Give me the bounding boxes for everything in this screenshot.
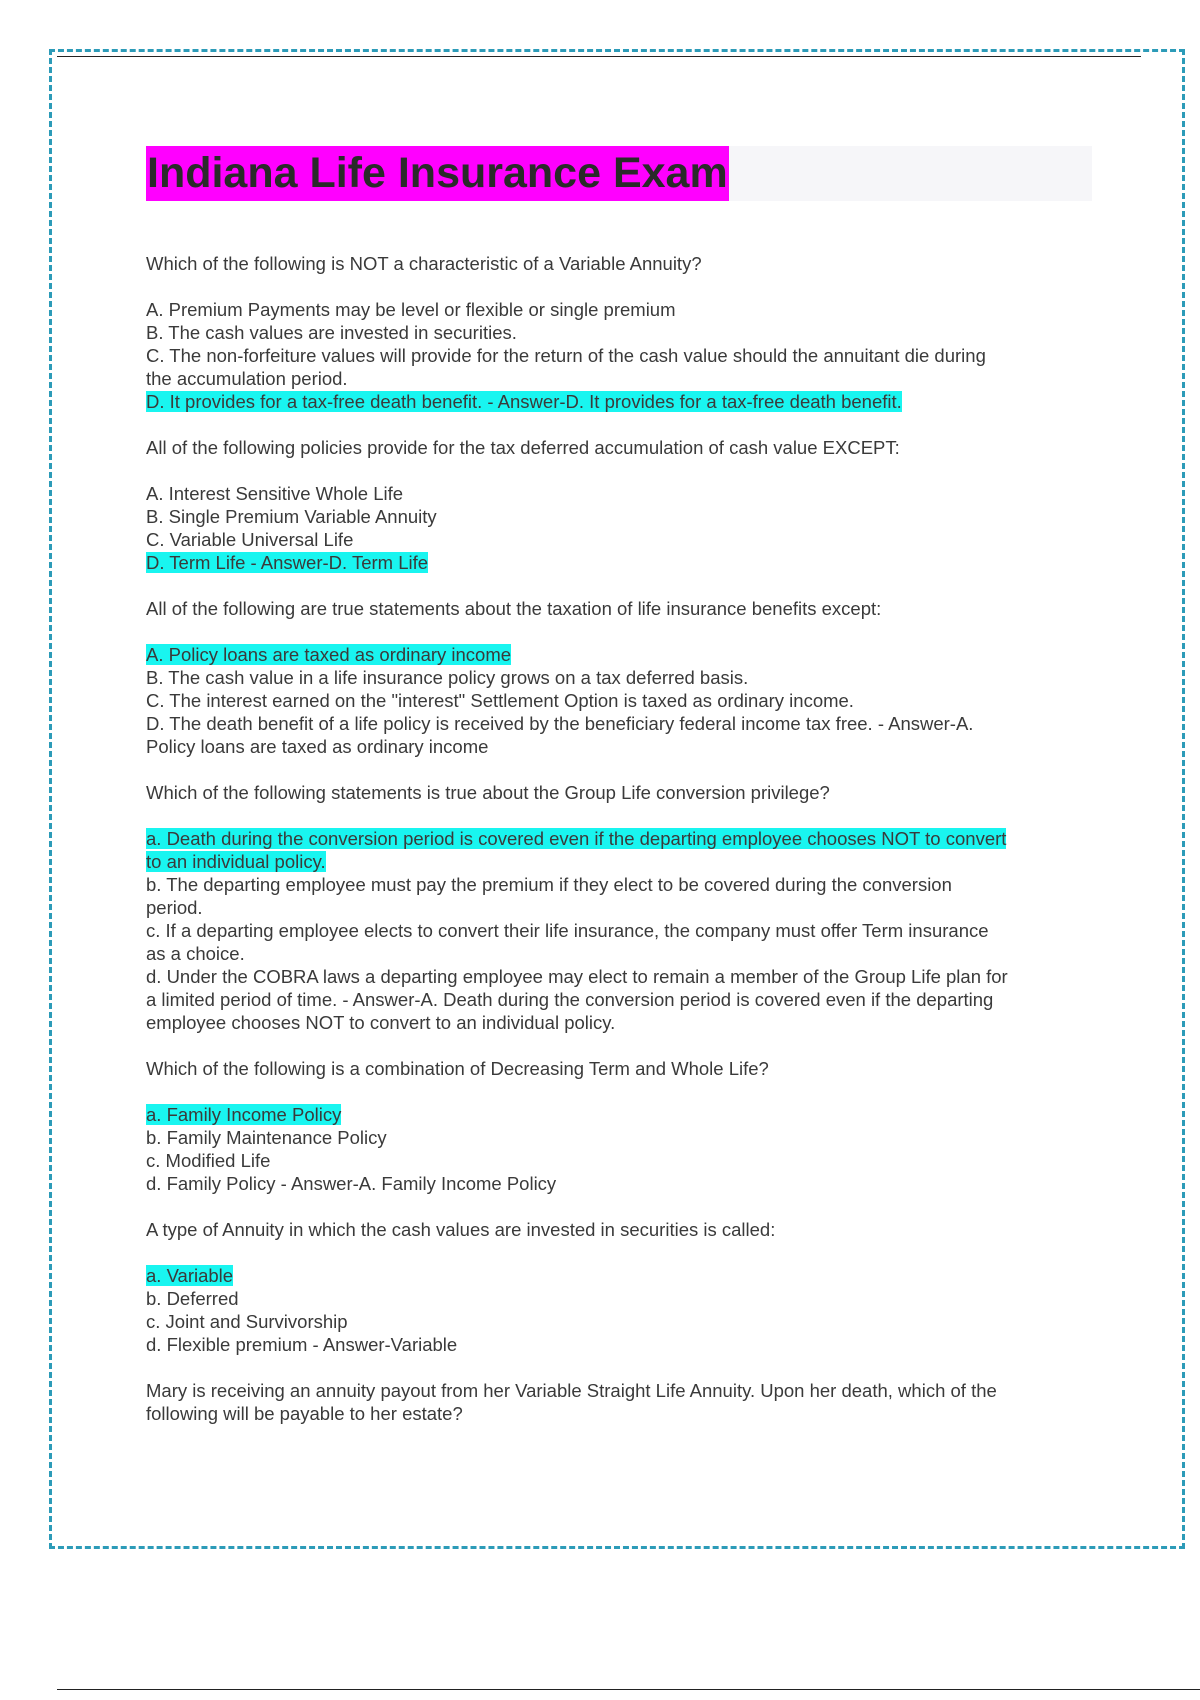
option-text: c. Joint and Survivorship <box>146 1311 348 1332</box>
question-4: Which of the following statements is true about the Group Life conversion privilege? <box>146 782 830 803</box>
option-text: d. Family Policy - Answer-A. Family Income Policy <box>146 1173 557 1194</box>
option-text: B. The cash values are invested in securities. <box>146 322 517 343</box>
question-6-options <box>146 1264 1092 1356</box>
highlighted-answer: A. Policy loans are taxed as ordinary income <box>146 644 512 665</box>
option-text: period. <box>146 897 203 918</box>
document-title: Indiana Life Insurance Exam <box>146 146 729 201</box>
highlighted-answer: a. Death during the conversion period is covered even if the departing employee chooses NOT to convert <box>146 828 1007 849</box>
option-text: d. Flexible premium - Answer-Variable <box>146 1334 458 1355</box>
option-text: C. The non-forfeiture values will provide for the return of the cash value should the annuitant die during <box>146 345 986 366</box>
option-text: a limited period of time. - Answer-A. Death during the conversion period is covered even if the departing <box>146 989 994 1010</box>
option-text: d. Under the COBRA laws a departing employee may elect to remain a member of the Group Life plan for <box>146 966 1008 987</box>
highlighted-answer: D. Term Life - Answer-D. Term Life <box>146 552 429 573</box>
option-text: B. The cash value in a life insurance policy grows on a tax deferred basis. <box>146 667 749 688</box>
option-text: C. The interest earned on the "interest" Settlement Option is taxed as ordinary income. <box>146 690 854 711</box>
document-body <box>146 252 1092 1448</box>
option-text: b. Deferred <box>146 1288 239 1309</box>
option-text: B. Single Premium Variable Annuity <box>146 506 437 527</box>
option-text: employee chooses NOT to convert to an individual policy. <box>146 1012 616 1033</box>
question-5-options <box>146 1103 1092 1195</box>
question-6: A type of Annuity in which the cash values are invested in securities is called: <box>146 1219 776 1240</box>
option-text: A. Premium Payments may be level or flexible or single premium <box>146 299 676 320</box>
question-1-options <box>146 298 1092 413</box>
question-text: Mary is receiving an annuity payout from her Variable Straight Life Annuity. Upon her death, which of the <box>146 1380 997 1401</box>
option-text: D. The death benefit of a life policy is received by the beneficiary federal income tax free. - Answer-A. <box>146 713 974 734</box>
option-text: as a choice. <box>146 943 245 964</box>
question-text: following will be payable to her estate? <box>146 1403 463 1424</box>
highlighted-answer: a. Family Income Policy <box>146 1104 342 1125</box>
highlighted-answer: D. It provides for a tax-free death benefit. - Answer-D. It provides for a tax-free death benefit. <box>146 391 902 412</box>
option-text: b. The departing employee must pay the premium if they elect to be covered during the conversion <box>146 874 952 895</box>
question-5: Which of the following is a combination of Decreasing Term and Whole Life? <box>146 1058 769 1079</box>
option-text: C. Variable Universal Life <box>146 529 354 550</box>
bottom-rule <box>57 1689 1200 1690</box>
option-text: c. Modified Life <box>146 1150 271 1171</box>
option-text: the accumulation period. <box>146 368 348 389</box>
option-text: c. If a departing employee elects to convert their life insurance, the company must offer Term insurance <box>146 920 989 941</box>
highlighted-answer: a. Variable <box>146 1265 234 1286</box>
question-3: All of the following are true statements about the taxation of life insurance benefits except: <box>146 598 882 619</box>
option-text: b. Family Maintenance Policy <box>146 1127 387 1148</box>
question-1: Which of the following is NOT a characteristic of a Variable Annuity? <box>146 253 702 274</box>
option-text: Policy loans are taxed as ordinary income <box>146 736 489 757</box>
top-rule <box>57 56 1141 57</box>
question-2-options <box>146 482 1092 574</box>
highlighted-answer: to an individual policy. <box>146 851 326 872</box>
option-text: A. Interest Sensitive Whole Life <box>146 483 404 504</box>
question-7 <box>146 1379 1092 1425</box>
question-4-options <box>146 827 1092 1034</box>
question-2: All of the following policies provide for the tax deferred accumulation of cash value EXCEPT: <box>146 437 900 458</box>
question-3-options <box>146 643 1092 758</box>
